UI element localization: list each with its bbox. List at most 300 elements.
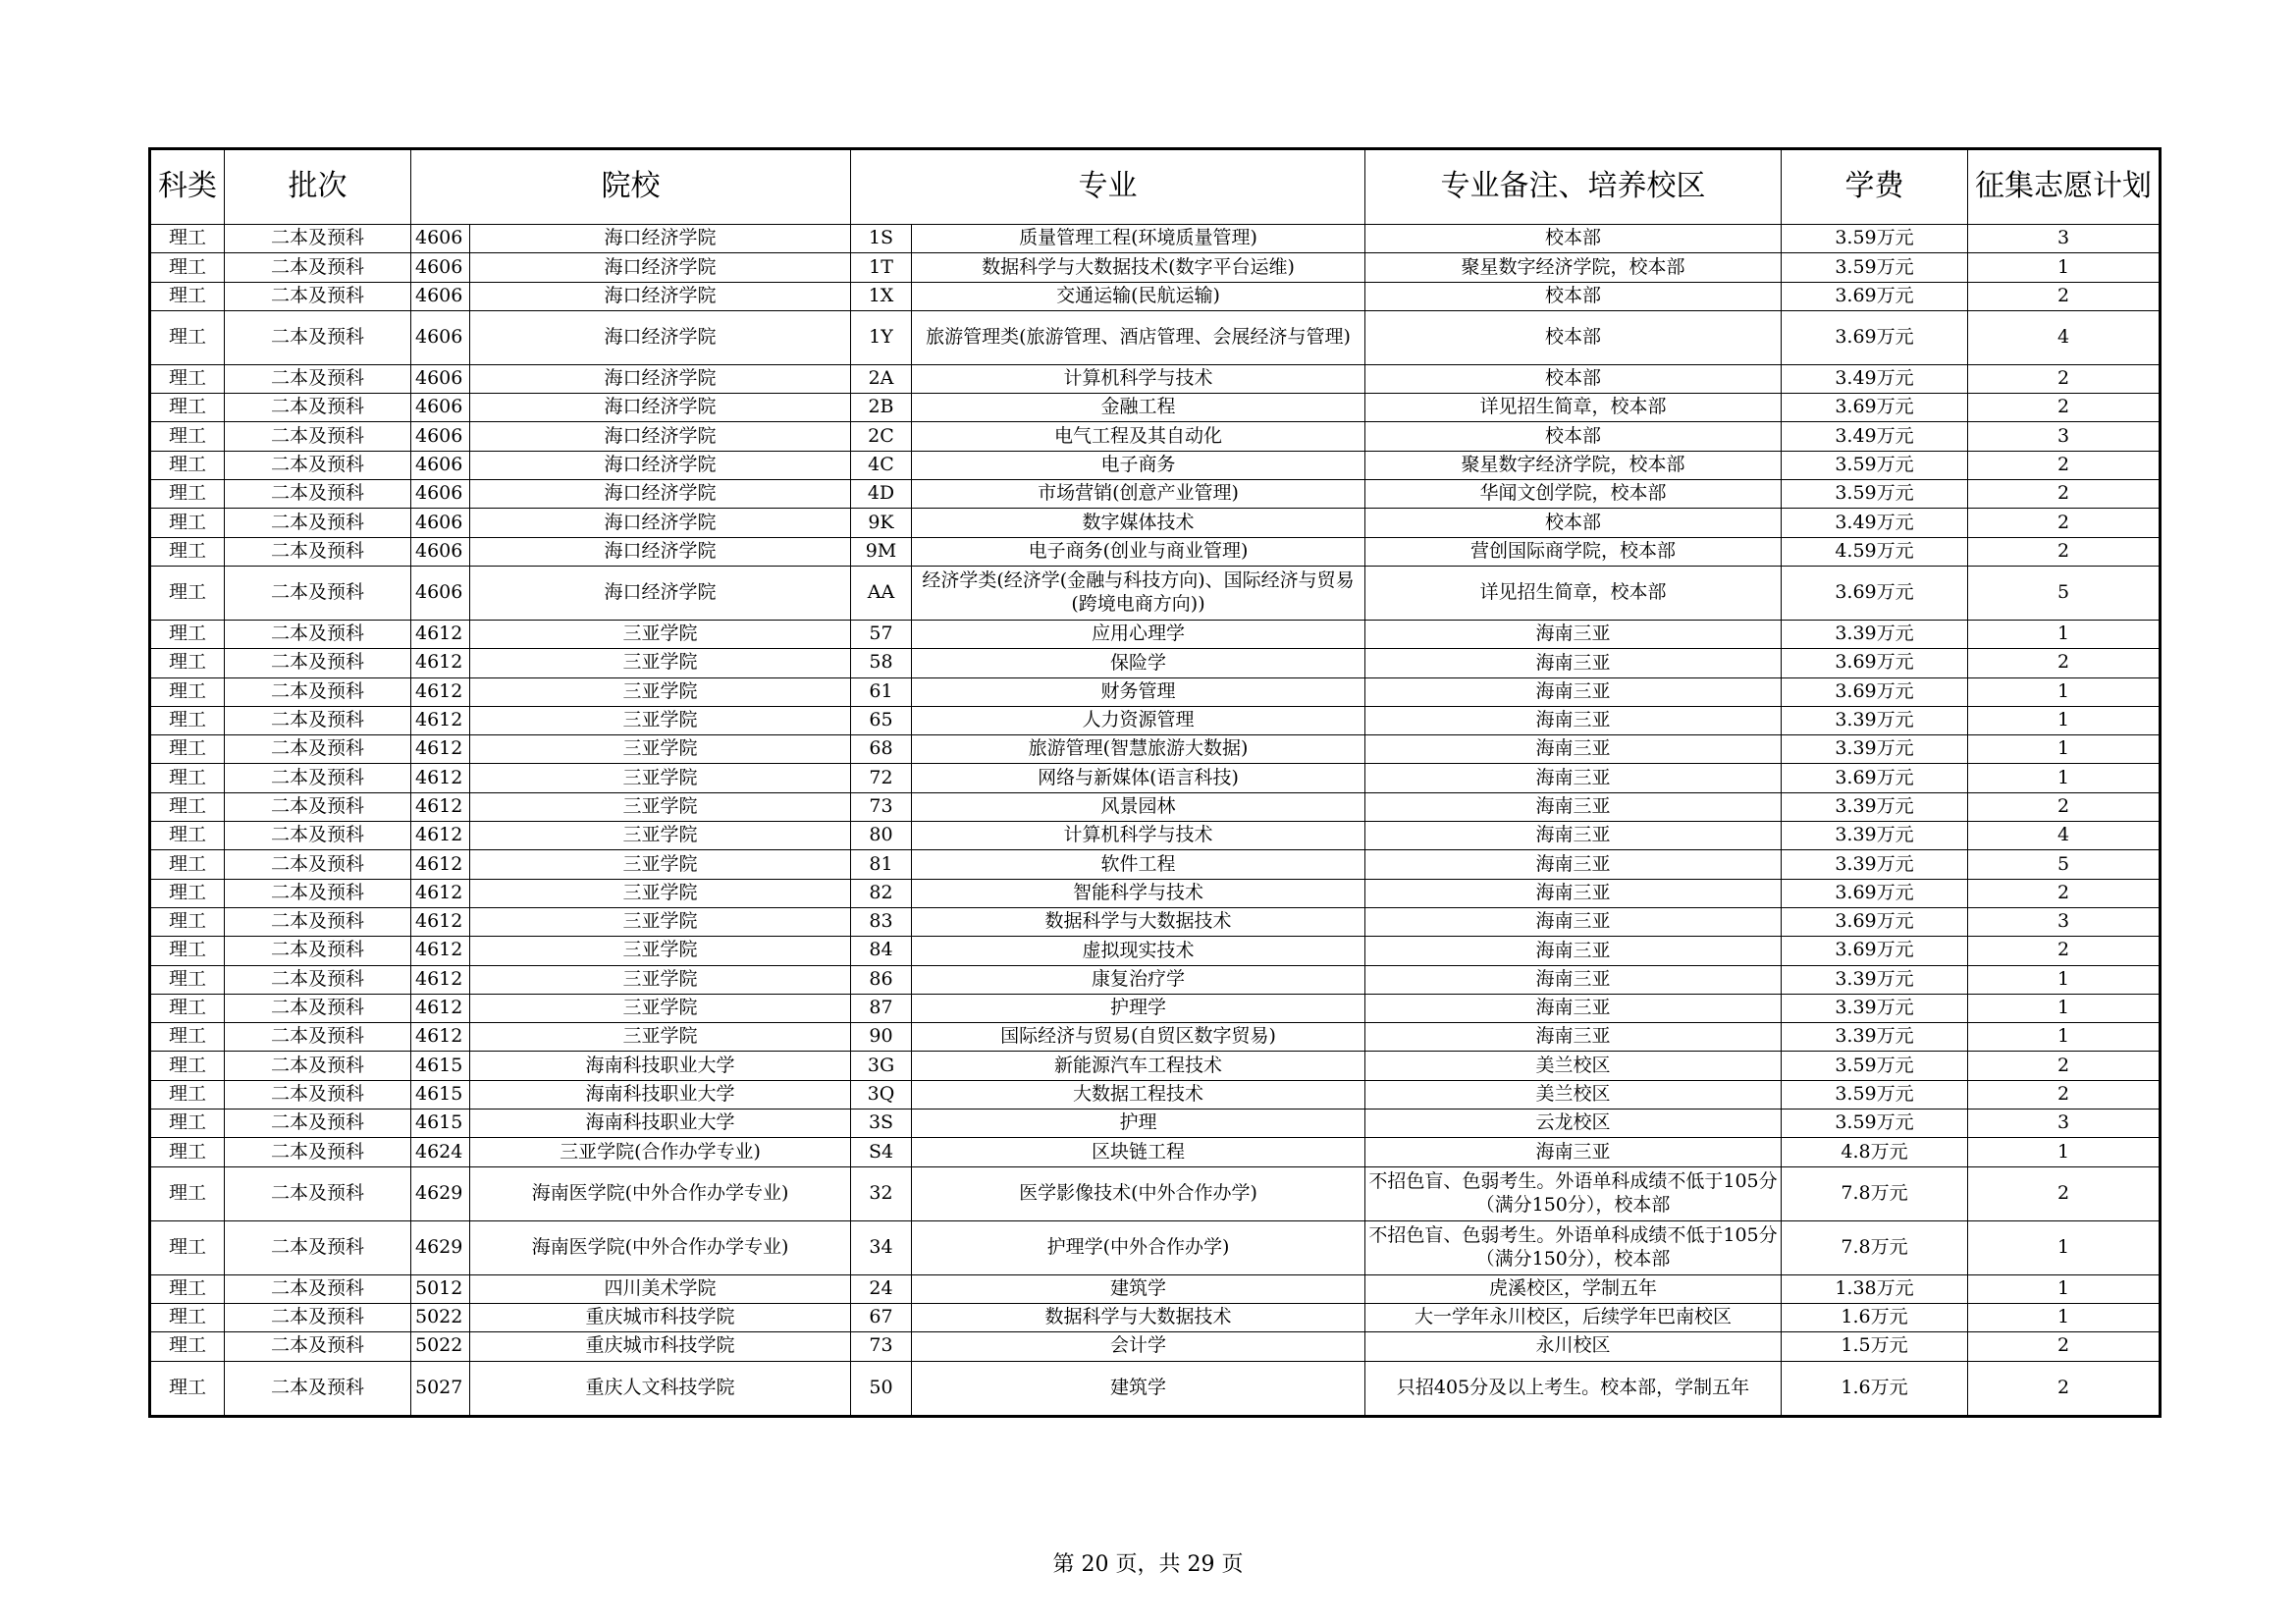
cell-category: 理工 <box>150 620 225 648</box>
cell-tuition: 3.69万元 <box>1782 677 1968 706</box>
cell-school: 三亚学院 <box>470 907 851 936</box>
cell-school-code: 4612 <box>411 937 470 965</box>
cell-plan: 2 <box>1968 364 2161 393</box>
cell-school: 海口经济学院 <box>470 364 851 393</box>
table-row <box>150 879 2161 907</box>
cell-plan: 1 <box>1968 1220 2161 1274</box>
cell-major-code: 2B <box>851 394 912 422</box>
cell-plan: 5 <box>1968 850 2161 879</box>
table-row <box>150 1138 2161 1166</box>
cell-note: 海南三亚 <box>1365 620 1782 648</box>
cell-major-code: 2A <box>851 364 912 393</box>
cell-batch: 二本及预科 <box>225 735 411 764</box>
cell-major: 网络与新媒体(语言科技) <box>912 764 1365 792</box>
table-row <box>150 1361 2161 1416</box>
cell-note: 海南三亚 <box>1365 965 1782 994</box>
cell-batch: 二本及预科 <box>225 422 411 451</box>
cell-category: 理工 <box>150 1361 225 1416</box>
cell-category: 理工 <box>150 792 225 821</box>
cell-batch: 二本及预科 <box>225 620 411 648</box>
cell-school-code: 4612 <box>411 879 470 907</box>
cell-plan: 2 <box>1968 1052 2161 1080</box>
cell-school: 三亚学院 <box>470 764 851 792</box>
cell-category: 理工 <box>150 879 225 907</box>
cell-batch: 二本及预科 <box>225 1052 411 1080</box>
cell-batch: 二本及预科 <box>225 965 411 994</box>
cell-note: 校本部 <box>1365 422 1782 451</box>
cell-school-code: 4612 <box>411 764 470 792</box>
cell-note: 校本部 <box>1365 310 1782 364</box>
cell-major-code: 4D <box>851 480 912 509</box>
cell-major: 区块链工程 <box>912 1138 1365 1166</box>
cell-plan: 2 <box>1968 1332 2161 1361</box>
table-row <box>150 649 2161 677</box>
cell-note: 不招色盲、色弱考生。外语单科成绩不低于105分（满分150分），校本部 <box>1365 1220 1782 1274</box>
cell-tuition: 3.59万元 <box>1782 480 1968 509</box>
cell-category: 理工 <box>150 1138 225 1166</box>
cell-school-code: 4624 <box>411 1138 470 1166</box>
cell-school: 重庆城市科技学院 <box>470 1303 851 1331</box>
cell-category: 理工 <box>150 1080 225 1109</box>
cell-major-code: 80 <box>851 822 912 850</box>
cell-batch: 二本及预科 <box>225 364 411 393</box>
cell-tuition: 3.59万元 <box>1782 451 1968 479</box>
cell-tuition: 1.6万元 <box>1782 1361 1968 1416</box>
cell-batch: 二本及预科 <box>225 1220 411 1274</box>
cell-major: 医学影像技术(中外合作办学) <box>912 1166 1365 1220</box>
cell-note: 详见招生简章，校本部 <box>1365 566 1782 620</box>
cell-major: 质量管理工程(环境质量管理) <box>912 225 1365 253</box>
cell-tuition: 3.69万元 <box>1782 764 1968 792</box>
header-major: 专业 <box>851 149 1365 225</box>
cell-batch: 二本及预科 <box>225 649 411 677</box>
cell-tuition: 3.59万元 <box>1782 1080 1968 1109</box>
cell-school: 三亚学院 <box>470 677 851 706</box>
cell-batch: 二本及预科 <box>225 1303 411 1331</box>
cell-plan: 1 <box>1968 1303 2161 1331</box>
cell-tuition: 3.69万元 <box>1782 937 1968 965</box>
cell-category: 理工 <box>150 225 225 253</box>
cell-plan: 1 <box>1968 994 2161 1022</box>
cell-major: 计算机科学与技术 <box>912 364 1365 393</box>
cell-school: 三亚学院 <box>470 1023 851 1052</box>
cell-plan: 2 <box>1968 394 2161 422</box>
cell-category: 理工 <box>150 1220 225 1274</box>
cell-plan: 2 <box>1968 1361 2161 1416</box>
cell-category: 理工 <box>150 764 225 792</box>
cell-school-code: 4606 <box>411 282 470 310</box>
cell-major: 护理 <box>912 1110 1365 1138</box>
cell-plan: 2 <box>1968 879 2161 907</box>
cell-category: 理工 <box>150 394 225 422</box>
cell-school-code: 4615 <box>411 1110 470 1138</box>
table-row <box>150 1166 2161 1220</box>
table-row <box>150 1110 2161 1138</box>
cell-school-code: 4612 <box>411 649 470 677</box>
cell-plan: 3 <box>1968 225 2161 253</box>
cell-tuition: 4.59万元 <box>1782 537 1968 566</box>
cell-batch: 二本及预科 <box>225 253 411 282</box>
cell-major-code: 9K <box>851 509 912 537</box>
cell-note: 聚星数字经济学院，校本部 <box>1365 253 1782 282</box>
cell-school-code: 4606 <box>411 422 470 451</box>
cell-major-code: 50 <box>851 1361 912 1416</box>
table-row <box>150 706 2161 734</box>
table-row <box>150 480 2161 509</box>
cell-note: 不招色盲、色弱考生。外语单科成绩不低于105分（满分150分），校本部 <box>1365 1166 1782 1220</box>
cell-note: 海南三亚 <box>1365 850 1782 879</box>
cell-category: 理工 <box>150 1052 225 1080</box>
cell-category: 理工 <box>150 253 225 282</box>
cell-tuition: 3.69万元 <box>1782 907 1968 936</box>
cell-school: 海口经济学院 <box>470 509 851 537</box>
table-row <box>150 364 2161 393</box>
cell-category: 理工 <box>150 937 225 965</box>
cell-batch: 二本及预科 <box>225 1138 411 1166</box>
cell-major: 会计学 <box>912 1332 1365 1361</box>
cell-major-code: 24 <box>851 1274 912 1303</box>
cell-major-code: 58 <box>851 649 912 677</box>
cell-plan: 3 <box>1968 907 2161 936</box>
cell-school-code: 4612 <box>411 735 470 764</box>
header-school: 院校 <box>411 149 851 225</box>
cell-school-code: 4612 <box>411 792 470 821</box>
cell-tuition: 3.39万元 <box>1782 994 1968 1022</box>
cell-major: 市场营销(创意产业管理) <box>912 480 1365 509</box>
cell-major: 虚拟现实技术 <box>912 937 1365 965</box>
table-row <box>150 965 2161 994</box>
cell-school-code: 4606 <box>411 364 470 393</box>
cell-category: 理工 <box>150 537 225 566</box>
cell-school: 海口经济学院 <box>470 451 851 479</box>
cell-batch: 二本及预科 <box>225 822 411 850</box>
cell-major: 数字媒体技术 <box>912 509 1365 537</box>
cell-category: 理工 <box>150 1110 225 1138</box>
cell-school-code: 4615 <box>411 1080 470 1109</box>
cell-major-code: 4C <box>851 451 912 479</box>
cell-tuition: 3.59万元 <box>1782 1110 1968 1138</box>
cell-school: 三亚学院 <box>470 792 851 821</box>
cell-school: 海口经济学院 <box>470 537 851 566</box>
cell-school: 重庆城市科技学院 <box>470 1332 851 1361</box>
cell-tuition: 3.59万元 <box>1782 253 1968 282</box>
cell-note: 美兰校区 <box>1365 1080 1782 1109</box>
cell-note: 海南三亚 <box>1365 706 1782 734</box>
cell-tuition: 3.59万元 <box>1782 1052 1968 1080</box>
cell-note: 华闻文创学院，校本部 <box>1365 480 1782 509</box>
table-body <box>150 225 2161 1417</box>
cell-school: 海口经济学院 <box>470 225 851 253</box>
cell-note: 美兰校区 <box>1365 1052 1782 1080</box>
page-footer: 第 20 页，共 29 页 <box>1052 1552 1244 1577</box>
cell-school-code: 4612 <box>411 994 470 1022</box>
table-row <box>150 937 2161 965</box>
cell-school: 海南医学院(中外合作办学专业) <box>470 1220 851 1274</box>
table-row <box>150 394 2161 422</box>
cell-major: 大数据工程技术 <box>912 1080 1365 1109</box>
cell-plan: 3 <box>1968 1110 2161 1138</box>
cell-major-code: 86 <box>851 965 912 994</box>
cell-plan: 2 <box>1968 937 2161 965</box>
cell-major-code: AA <box>851 566 912 620</box>
cell-batch: 二本及预科 <box>225 1332 411 1361</box>
cell-school-code: 4606 <box>411 310 470 364</box>
cell-major: 财务管理 <box>912 677 1365 706</box>
cell-tuition: 3.69万元 <box>1782 282 1968 310</box>
cell-note: 云龙校区 <box>1365 1110 1782 1138</box>
cell-school-code: 4612 <box>411 850 470 879</box>
cell-tuition: 3.69万元 <box>1782 566 1968 620</box>
cell-tuition: 3.59万元 <box>1782 225 1968 253</box>
cell-school: 海口经济学院 <box>470 310 851 364</box>
cell-batch: 二本及预科 <box>225 706 411 734</box>
cell-major-code: 34 <box>851 1220 912 1274</box>
cell-school: 三亚学院 <box>470 822 851 850</box>
cell-batch: 二本及预科 <box>225 1166 411 1220</box>
cell-note: 校本部 <box>1365 282 1782 310</box>
cell-major: 智能科学与技术 <box>912 879 1365 907</box>
cell-major: 护理学(中外合作办学) <box>912 1220 1365 1274</box>
cell-category: 理工 <box>150 1023 225 1052</box>
cell-note: 海南三亚 <box>1365 764 1782 792</box>
cell-major: 金融工程 <box>912 394 1365 422</box>
cell-school: 重庆人文科技学院 <box>470 1361 851 1416</box>
cell-tuition: 1.6万元 <box>1782 1303 1968 1331</box>
cell-tuition: 3.39万元 <box>1782 822 1968 850</box>
cell-school: 海口经济学院 <box>470 566 851 620</box>
table-row <box>150 1332 2161 1361</box>
table-row <box>150 537 2161 566</box>
table-row <box>150 1052 2161 1080</box>
cell-major-code: 72 <box>851 764 912 792</box>
cell-note: 海南三亚 <box>1365 937 1782 965</box>
cell-batch: 二本及预科 <box>225 1274 411 1303</box>
cell-school-code: 4606 <box>411 394 470 422</box>
cell-major-code: 83 <box>851 907 912 936</box>
cell-major-code: 3G <box>851 1052 912 1080</box>
cell-major: 保险学 <box>912 649 1365 677</box>
cell-major-code: 67 <box>851 1303 912 1331</box>
cell-category: 理工 <box>150 509 225 537</box>
cell-note: 海南三亚 <box>1365 822 1782 850</box>
cell-major: 风景园林 <box>912 792 1365 821</box>
cell-school-code: 4612 <box>411 1023 470 1052</box>
cell-tuition: 3.69万元 <box>1782 649 1968 677</box>
cell-category: 理工 <box>150 994 225 1022</box>
cell-school-code: 4615 <box>411 1052 470 1080</box>
table-row <box>150 1080 2161 1109</box>
cell-tuition: 3.39万元 <box>1782 965 1968 994</box>
cell-category: 理工 <box>150 677 225 706</box>
table-row <box>150 822 2161 850</box>
admissions-table <box>148 147 2162 1418</box>
table-row <box>150 1274 2161 1303</box>
header-note: 专业备注、培养校区 <box>1365 149 1782 225</box>
table-row <box>150 994 2161 1022</box>
cell-tuition: 3.39万元 <box>1782 620 1968 648</box>
table-row <box>150 422 2161 451</box>
cell-school: 海口经济学院 <box>470 282 851 310</box>
cell-major-code: 32 <box>851 1166 912 1220</box>
cell-major: 数据科学与大数据技术(数字平台运维) <box>912 253 1365 282</box>
cell-category: 理工 <box>150 1274 225 1303</box>
cell-batch: 二本及预科 <box>225 1023 411 1052</box>
cell-batch: 二本及预科 <box>225 879 411 907</box>
cell-major-code: 57 <box>851 620 912 648</box>
cell-major-code: 81 <box>851 850 912 879</box>
cell-plan: 1 <box>1968 1138 2161 1166</box>
cell-category: 理工 <box>150 480 225 509</box>
table-row <box>150 451 2161 479</box>
cell-major-code: 87 <box>851 994 912 1022</box>
cell-note: 海南三亚 <box>1365 735 1782 764</box>
cell-tuition: 3.39万元 <box>1782 850 1968 879</box>
cell-tuition: 3.49万元 <box>1782 509 1968 537</box>
cell-batch: 二本及预科 <box>225 994 411 1022</box>
cell-batch: 二本及预科 <box>225 225 411 253</box>
cell-note: 海南三亚 <box>1365 1023 1782 1052</box>
cell-batch: 二本及预科 <box>225 480 411 509</box>
table-row <box>150 310 2161 364</box>
cell-major-code: 73 <box>851 792 912 821</box>
cell-major-code: 1T <box>851 253 912 282</box>
cell-note: 聚星数字经济学院，校本部 <box>1365 451 1782 479</box>
cell-note: 营创国际商学院，校本部 <box>1365 537 1782 566</box>
cell-major: 建筑学 <box>912 1361 1365 1416</box>
cell-category: 理工 <box>150 282 225 310</box>
table-row <box>150 566 2161 620</box>
cell-major: 电气工程及其自动化 <box>912 422 1365 451</box>
table-row <box>150 225 2161 253</box>
cell-category: 理工 <box>150 364 225 393</box>
cell-major: 数据科学与大数据技术 <box>912 907 1365 936</box>
cell-plan: 1 <box>1968 677 2161 706</box>
table-row <box>150 253 2161 282</box>
table-row <box>150 850 2161 879</box>
table-row <box>150 1220 2161 1274</box>
cell-tuition: 3.69万元 <box>1782 394 1968 422</box>
cell-school: 三亚学院 <box>470 965 851 994</box>
cell-plan: 2 <box>1968 792 2161 821</box>
cell-plan: 2 <box>1968 649 2161 677</box>
cell-category: 理工 <box>150 1303 225 1331</box>
cell-note: 详见招生简章，校本部 <box>1365 394 1782 422</box>
cell-plan: 5 <box>1968 566 2161 620</box>
cell-batch: 二本及预科 <box>225 792 411 821</box>
cell-batch: 二本及预科 <box>225 537 411 566</box>
cell-batch: 二本及预科 <box>225 907 411 936</box>
cell-major-code: 65 <box>851 706 912 734</box>
cell-tuition: 7.8万元 <box>1782 1166 1968 1220</box>
cell-school: 海口经济学院 <box>470 253 851 282</box>
cell-school: 三亚学院 <box>470 649 851 677</box>
cell-category: 理工 <box>150 1166 225 1220</box>
cell-school-code: 4606 <box>411 451 470 479</box>
cell-major: 电子商务(创业与商业管理) <box>912 537 1365 566</box>
cell-tuition: 3.69万元 <box>1782 310 1968 364</box>
table-row <box>150 509 2161 537</box>
cell-plan: 1 <box>1968 764 2161 792</box>
cell-major-code: 82 <box>851 879 912 907</box>
cell-plan: 1 <box>1968 1274 2161 1303</box>
table-row <box>150 677 2161 706</box>
cell-major-code: 61 <box>851 677 912 706</box>
cell-note: 校本部 <box>1365 225 1782 253</box>
cell-batch: 二本及预科 <box>225 509 411 537</box>
header-tuition: 学费 <box>1782 149 1968 225</box>
cell-tuition: 3.49万元 <box>1782 422 1968 451</box>
cell-tuition: 3.39万元 <box>1782 706 1968 734</box>
cell-major-code: 68 <box>851 735 912 764</box>
cell-note: 虎溪校区，学制五年 <box>1365 1274 1782 1303</box>
table-row <box>150 735 2161 764</box>
cell-category: 理工 <box>150 422 225 451</box>
cell-batch: 二本及预科 <box>225 1110 411 1138</box>
cell-category: 理工 <box>150 965 225 994</box>
cell-school: 海口经济学院 <box>470 480 851 509</box>
cell-batch: 二本及预科 <box>225 282 411 310</box>
cell-major: 交通运输(民航运输) <box>912 282 1365 310</box>
cell-tuition: 7.8万元 <box>1782 1220 1968 1274</box>
cell-major-code: 73 <box>851 1332 912 1361</box>
header-row <box>150 149 2161 225</box>
cell-school-code: 5012 <box>411 1274 470 1303</box>
cell-batch: 二本及预科 <box>225 764 411 792</box>
header-plan: 征集志愿计划 <box>1968 149 2161 225</box>
cell-plan: 2 <box>1968 1080 2161 1109</box>
cell-tuition: 3.49万元 <box>1782 364 1968 393</box>
cell-plan: 2 <box>1968 537 2161 566</box>
cell-school: 海南科技职业大学 <box>470 1110 851 1138</box>
cell-school: 海南医学院(中外合作办学专业) <box>470 1166 851 1220</box>
cell-school-code: 4612 <box>411 907 470 936</box>
cell-note: 校本部 <box>1365 509 1782 537</box>
cell-plan: 2 <box>1968 509 2161 537</box>
cell-school-code: 4606 <box>411 509 470 537</box>
cell-batch: 二本及预科 <box>225 310 411 364</box>
cell-school-code: 4612 <box>411 822 470 850</box>
cell-school: 三亚学院 <box>470 850 851 879</box>
cell-school-code: 4612 <box>411 620 470 648</box>
cell-major: 康复治疗学 <box>912 965 1365 994</box>
cell-note: 海南三亚 <box>1365 649 1782 677</box>
cell-school-code: 4606 <box>411 225 470 253</box>
table-row <box>150 1303 2161 1331</box>
cell-major-code: 3S <box>851 1110 912 1138</box>
cell-batch: 二本及预科 <box>225 1361 411 1416</box>
cell-major: 软件工程 <box>912 850 1365 879</box>
cell-major-code: S4 <box>851 1138 912 1166</box>
cell-school-code: 5022 <box>411 1332 470 1361</box>
cell-plan: 2 <box>1968 451 2161 479</box>
cell-plan: 1 <box>1968 620 2161 648</box>
cell-note: 只招405分及以上考生。校本部，学制五年 <box>1365 1361 1782 1416</box>
cell-batch: 二本及预科 <box>225 850 411 879</box>
cell-tuition: 3.69万元 <box>1782 879 1968 907</box>
cell-school-code: 4606 <box>411 253 470 282</box>
table-row <box>150 907 2161 936</box>
cell-major-code: 84 <box>851 937 912 965</box>
cell-major-code: 1X <box>851 282 912 310</box>
cell-plan: 2 <box>1968 1166 2161 1220</box>
cell-major-code: 1S <box>851 225 912 253</box>
cell-major: 建筑学 <box>912 1274 1365 1303</box>
cell-major: 电子商务 <box>912 451 1365 479</box>
cell-major: 应用心理学 <box>912 620 1365 648</box>
cell-plan: 1 <box>1968 965 2161 994</box>
cell-tuition: 4.8万元 <box>1782 1138 1968 1166</box>
cell-major-code: 1Y <box>851 310 912 364</box>
